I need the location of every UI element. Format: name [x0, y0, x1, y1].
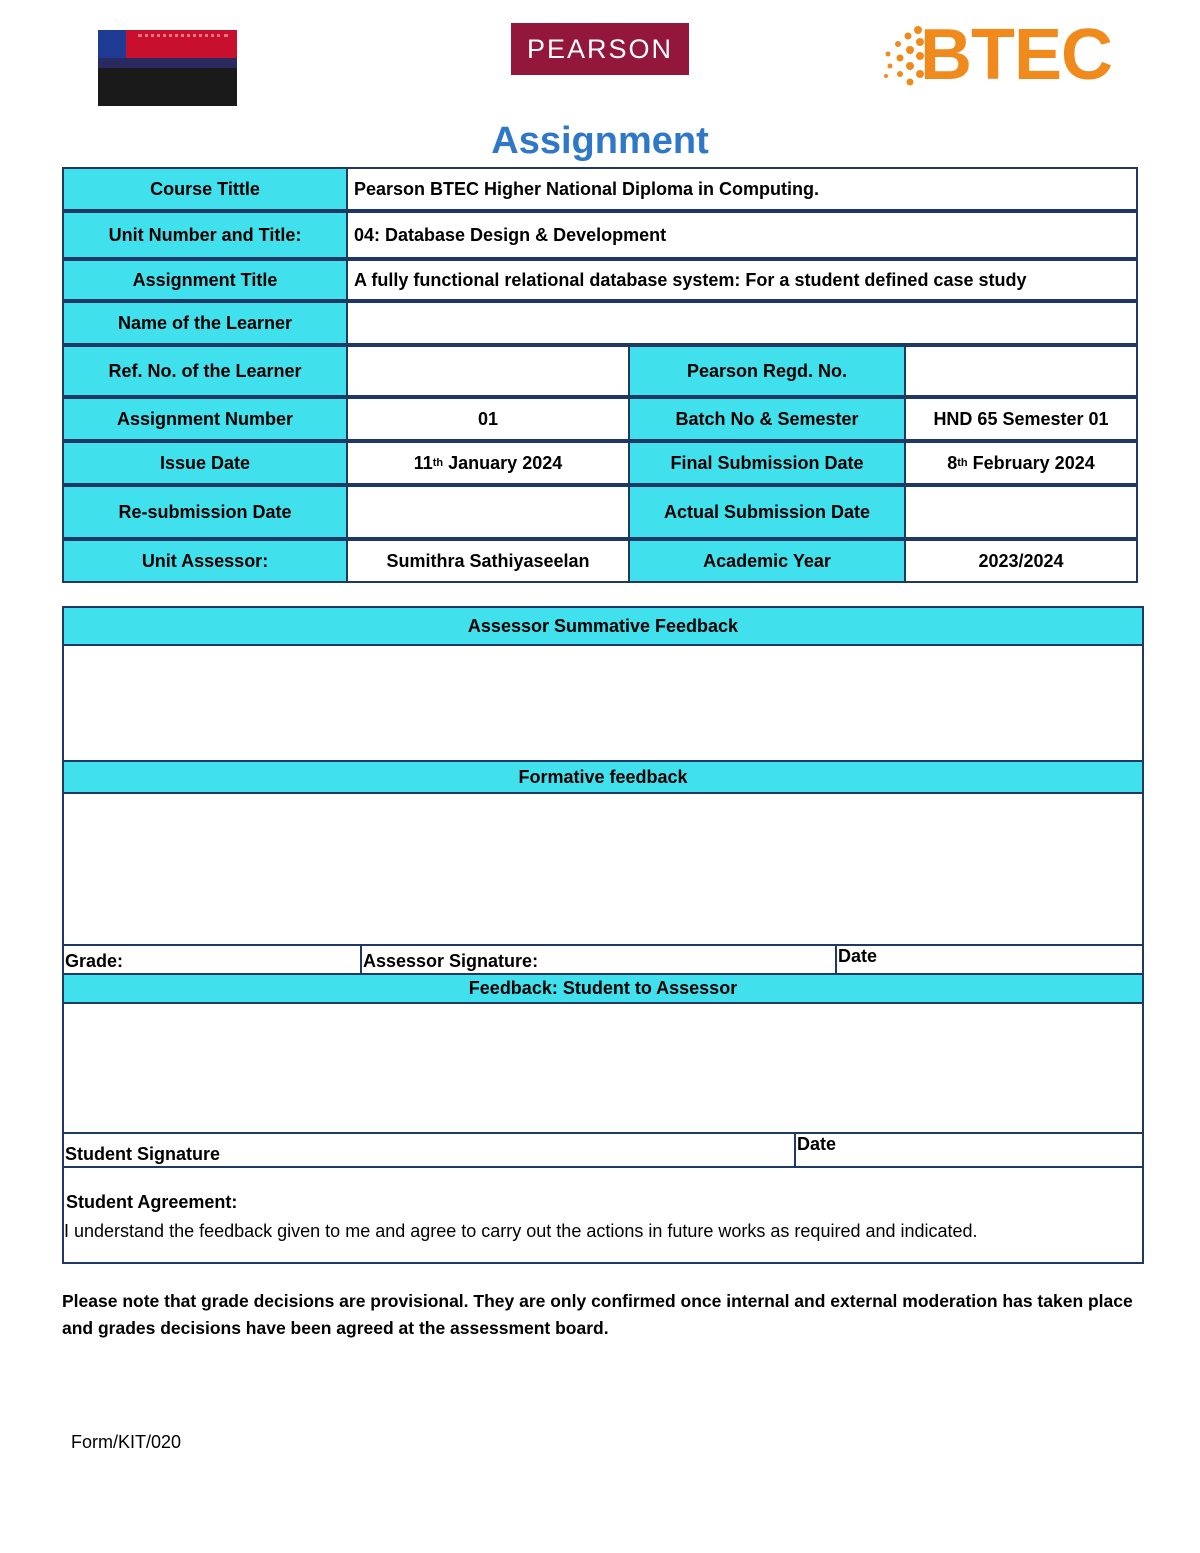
- assignment-number-value: 01: [346, 397, 630, 441]
- ref-no-label: Ref. No. of the Learner: [62, 345, 348, 397]
- pearson-regd-label: Pearson Regd. No.: [628, 345, 906, 397]
- student-agreement-text: I understand the feedback given to me and agree to carry out the actions in future works as required and indicated.: [64, 1221, 978, 1241]
- resubmission-value: [346, 485, 630, 539]
- academic-year-label: Academic Year: [628, 539, 906, 583]
- batch-label: Batch No & Semester: [628, 397, 906, 441]
- formative-feedback-header: Formative feedback: [62, 760, 1144, 794]
- student-agreement: [62, 1166, 1144, 1264]
- assessor-label: Unit Assessor:: [62, 539, 348, 583]
- student-feedback-header: Feedback: Student to Assessor: [62, 973, 1144, 1004]
- actual-submission-value: [904, 485, 1138, 539]
- final-submission-label: Final Submission Date: [628, 441, 906, 485]
- form-code: Form/KIT/020: [71, 1432, 182, 1452]
- learner-name-value: [346, 301, 1138, 345]
- final-submission-value: 8 th February 2024: [904, 441, 1138, 485]
- student-date-field[interactable]: Date: [794, 1132, 1144, 1168]
- pearson-regd-value: [904, 345, 1138, 397]
- course-title-label: Course Tittle: [62, 167, 348, 211]
- grade-field[interactable]: Grade:: [62, 944, 362, 975]
- institution-logo: [98, 30, 237, 106]
- grade-note: Please note that grade decisions are provisional. They are only confirmed once internal and external moderation has taken place and grades decisions have been agreed at the assessment board.: [62, 1291, 1133, 1338]
- assessor-date-field[interactable]: Date: [835, 944, 1144, 975]
- btec-logo: [880, 15, 1120, 98]
- unit-label: Unit Number and Title:: [62, 211, 348, 259]
- assignment-title-label: Assignment Title: [62, 259, 348, 301]
- assessor-signature-field[interactable]: Assessor Signature:: [360, 944, 837, 975]
- batch-value: HND 65 Semester 01: [904, 397, 1138, 441]
- summative-feedback-header: Assessor Summative Feedback: [62, 606, 1144, 646]
- resubmission-label: Re-submission Date: [62, 485, 348, 539]
- student-agreement-heading: Student Agreement:: [66, 1192, 238, 1212]
- page-title: Assignment: [491, 120, 709, 162]
- assessor-value: Sumithra Sathiyaseelan: [346, 539, 630, 583]
- academic-year-value: 2023/2024: [904, 539, 1138, 583]
- actual-submission-label: Actual Submission Date: [628, 485, 906, 539]
- assignment-number-label: Assignment Number: [62, 397, 348, 441]
- pearson-logo: PEARSON: [511, 23, 689, 75]
- student-signature-field[interactable]: Student Signature: [62, 1132, 796, 1168]
- formative-feedback-area[interactable]: [62, 792, 1144, 946]
- unit-value: 04: Database Design & Development: [346, 211, 1138, 259]
- btec-wordmark: BTEC: [920, 15, 1112, 95]
- assignment-title-value: A fully functional relational database system: For a student defined case study: [346, 259, 1138, 301]
- ref-no-value: [346, 345, 630, 397]
- learner-name-label: Name of the Learner: [62, 301, 348, 345]
- student-feedback-area[interactable]: [62, 1002, 1144, 1134]
- issue-date-label: Issue Date: [62, 441, 348, 485]
- summative-feedback-area[interactable]: [62, 644, 1144, 762]
- issue-date-value: 11 th January 2024: [346, 441, 630, 485]
- course-title-value: Pearson BTEC Higher National Diploma in Computing.: [346, 167, 1138, 211]
